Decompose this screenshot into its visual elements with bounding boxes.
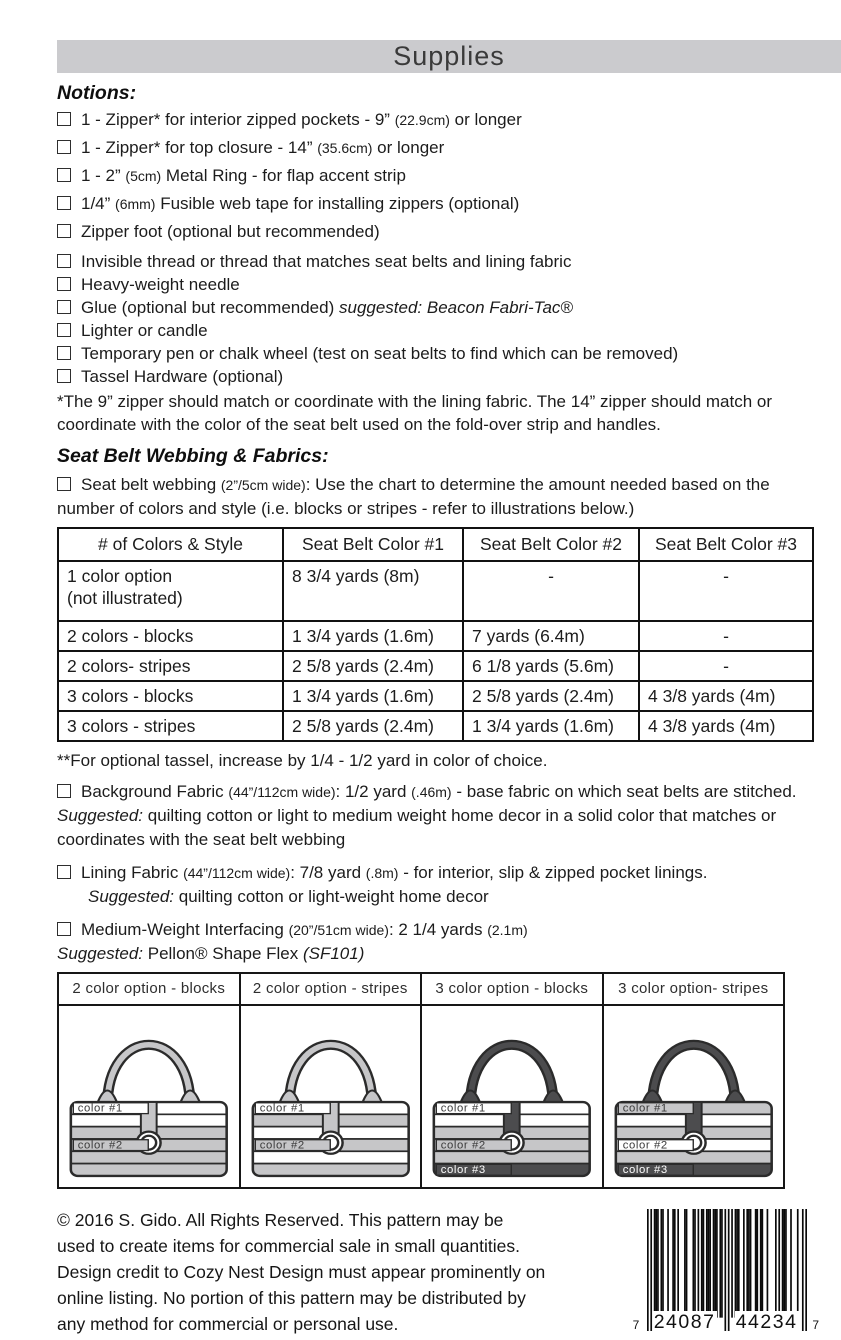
stripe-color-label: color #2 (622, 1139, 668, 1152)
table-cell (58, 681, 283, 711)
table-cell (283, 561, 463, 621)
checklist-item (57, 166, 821, 186)
text-segment: - for interior, slip & zipped pocket linings. (398, 863, 708, 882)
lining-fabric-item (57, 861, 821, 885)
notions-list-secondary (57, 250, 821, 388)
checkbox-icon (57, 477, 71, 491)
stripe-color-label: color #1 (259, 1102, 305, 1115)
cell-line: 1 3/4 yards (1.6m) (292, 686, 434, 706)
table-cell (463, 711, 639, 741)
table-cell (463, 621, 639, 651)
bag-illustration (59, 1006, 239, 1187)
tassel-note: **For optional tassel, increase by 1/4 - 1/2 yard in color of choice. (57, 751, 548, 770)
table-row (58, 561, 813, 621)
text-segment: Pellon® Shape Flex (143, 944, 303, 963)
stripe-color-label: color #1 (440, 1102, 486, 1115)
panel-caption: 3 color option - blocks (422, 974, 602, 1006)
page-title-bar (57, 40, 841, 73)
text-segment: Medium-Weight Interfacing (81, 920, 289, 939)
checklist-item-text (81, 367, 283, 386)
copyright-text (57, 1207, 619, 1337)
checklist-item (57, 342, 821, 365)
table-cell (58, 621, 283, 651)
text-segment: or longer (372, 138, 445, 157)
text-segment: suggested: Beacon Fabri-Tac® (338, 298, 573, 317)
illustration-panel (604, 974, 784, 1187)
bag-handle-icon (470, 1045, 553, 1106)
table-cell (283, 621, 463, 651)
text-segment: Lighter or candle (81, 321, 208, 340)
interfacing-text (81, 920, 528, 939)
lining-suggested-text (88, 887, 489, 906)
text-segment: Invisible thread or thread that matches seat belts and lining fabric (81, 252, 572, 271)
checklist-item-text (81, 321, 208, 340)
table-cell (283, 651, 463, 681)
bag-handle-icon (107, 1045, 190, 1106)
stripe-color-label: color #2 (77, 1139, 123, 1152)
panel-art (604, 1006, 784, 1187)
barcode-group2: 44234 (735, 1311, 798, 1333)
stripe-color-label: color #2 (440, 1139, 486, 1152)
text-segment: 1 - Zipper* for top closure - 14” (81, 138, 318, 157)
cell-line: - (723, 626, 729, 646)
bag-illustration (422, 1006, 602, 1187)
checklist-item (57, 250, 821, 273)
checklist-item (57, 273, 821, 296)
copyright-line: online listing. No portion of this pattern may be distributed by (57, 1288, 526, 1308)
cell-line: 1 color option (67, 566, 173, 586)
table-row (58, 711, 813, 741)
table-cell (58, 651, 283, 681)
barcode-left-digit: 7 (632, 1318, 640, 1332)
stripe-color-label: color #3 (440, 1164, 486, 1177)
cell-line: 2 5/8 yards (2.4m) (292, 656, 434, 676)
checkbox-icon (57, 140, 71, 154)
checklist-item-text (81, 298, 573, 317)
text-segment: Suggested: (88, 887, 175, 906)
text-segment: Seat belt webbing (81, 475, 221, 494)
text-segment: : 2 1/4 yards (388, 920, 488, 939)
bag-handle-icon (289, 1045, 372, 1106)
cell-line: 6 1/8 yards (5.6m) (472, 656, 614, 676)
table-cell (463, 681, 639, 711)
checklist-item-text (81, 275, 240, 294)
cell-line: 4 3/8 yards (4m) (648, 686, 776, 706)
checkbox-icon (57, 224, 71, 238)
text-segment: quilting cotton or light to medium weight home decor in a solid color that matches or coordinates with the seat belt webbing (57, 806, 777, 849)
cell-line: 3 colors - blocks (67, 686, 194, 706)
page-content (0, 82, 841, 1337)
lining-suggested-line (57, 885, 821, 909)
panel-art (241, 1006, 421, 1187)
text-segment: Background Fabric (81, 782, 229, 801)
table-cell (639, 711, 813, 741)
text-segment: (22.9cm) (394, 112, 450, 128)
fabrics-heading: Seat Belt Webbing & Fabrics: (57, 445, 329, 467)
cell-line: - (723, 566, 729, 586)
checkbox-icon (57, 168, 71, 182)
checkbox-icon (57, 865, 71, 879)
column-header: Seat Belt Color #1 (283, 528, 463, 561)
table-cell (639, 561, 813, 621)
checklist-item-text (81, 194, 519, 213)
checkbox-icon (57, 277, 71, 291)
interfacing-suggested-text (57, 944, 364, 963)
webbing-item (57, 473, 821, 521)
illustration-panel (59, 974, 241, 1187)
table-cell (283, 711, 463, 741)
checkbox-icon (57, 369, 71, 383)
text-segment: (2”/5cm wide) (220, 477, 306, 493)
text-segment: 1 - Zipper* for interior zipped pockets - 9” (81, 110, 395, 129)
text-segment: : 1/2 yard (335, 782, 412, 801)
stripe-color-label: color #3 (622, 1164, 668, 1177)
cell-line: 2 colors - blocks (67, 626, 194, 646)
text-segment: (.8m) (365, 865, 399, 881)
text-segment: Lining Fabric (81, 863, 184, 882)
bag-handle-icon (652, 1045, 735, 1106)
table-cell (283, 681, 463, 711)
text-segment: quilting cotton or light-weight home decor (174, 887, 489, 906)
table-cell (639, 651, 813, 681)
text-segment: 1/4” (81, 194, 116, 213)
table-row (58, 681, 813, 711)
checklist-item-text (81, 222, 380, 241)
text-segment: (5cm) (125, 168, 162, 184)
page-title: Supplies (393, 41, 505, 71)
cell-line: - (723, 656, 729, 676)
text-segment: (20”/51cm wide) (288, 922, 389, 938)
checkbox-icon (57, 112, 71, 126)
panel-caption: 3 color option- stripes (604, 974, 784, 1006)
panel-caption: 2 color option - blocks (59, 974, 239, 1006)
pattern-page (0, 40, 841, 1340)
bag-illustration-strip (57, 972, 785, 1189)
text-segment: 1 - 2” (81, 166, 126, 185)
copyright-line: any method for commercial or personal use. (57, 1314, 399, 1334)
text-segment: (2.1m) (487, 922, 528, 938)
checkbox-icon (57, 196, 71, 210)
table-cell (463, 651, 639, 681)
background-fabric-item (57, 780, 821, 852)
page-footer (57, 1207, 821, 1337)
notions-list-main (57, 110, 821, 242)
table-cell (639, 621, 813, 651)
checkbox-icon (57, 300, 71, 314)
illustration-panel (241, 974, 423, 1187)
checklist-item (57, 319, 821, 342)
checkbox-icon (57, 254, 71, 268)
column-header: # of Colors & Style (58, 528, 283, 561)
checklist-item-text (81, 344, 678, 363)
checklist-item-text (81, 252, 571, 271)
barcode-group1: 24087 (653, 1311, 716, 1333)
stripe-color-label: color #1 (77, 1102, 123, 1115)
upc-barcode (631, 1209, 821, 1337)
table-cell (463, 561, 639, 621)
table-row (58, 651, 813, 681)
lining-fabric-text (81, 863, 707, 882)
checklist-item (57, 194, 821, 214)
text-segment: (SF101) (302, 944, 365, 963)
interfacing-item (57, 918, 821, 942)
cell-line: 7 yards (6.4m) (472, 626, 585, 646)
text-segment: Zipper foot (optional but recommended) (81, 222, 380, 241)
text-segment: (6mm) (115, 196, 156, 212)
stripe-color-label: color #1 (622, 1102, 668, 1115)
text-segment: (.46m) (411, 784, 452, 800)
cell-line: 2 colors- stripes (67, 656, 191, 676)
interfacing-suggested-line (57, 942, 821, 966)
zipper-footnote: *The 9” zipper should match or coordinate with the lining fabric. The 14” zipper should match or coordinate with the color of the seat belt used on the fold-over strip and handles. (57, 392, 773, 434)
cell-line: 1 3/4 yards (1.6m) (472, 716, 614, 736)
text-segment: or longer (449, 110, 522, 129)
cell-line: 3 colors - stripes (67, 716, 196, 736)
column-header: Seat Belt Color #2 (463, 528, 639, 561)
cell-line: - (548, 566, 554, 586)
text-segment: Fusible web tape for installing zippers (optional) (155, 194, 520, 213)
checklist-item (57, 365, 821, 388)
text-segment: (44”/112cm wide) (228, 784, 336, 800)
copyright-line: used to create items for commercial sale in small quantities. (57, 1236, 520, 1256)
checklist-item (57, 296, 821, 319)
table-cell (639, 681, 813, 711)
text-segment: : 7/8 yard (290, 863, 366, 882)
cell-line: 4 3/8 yards (4m) (648, 716, 776, 736)
background-fabric-text (57, 782, 797, 849)
checklist-item (57, 110, 821, 130)
copyright-line: © 2016 S. Gido. All Rights Reserved. This pattern may be (57, 1210, 504, 1230)
checkbox-icon (57, 784, 71, 798)
illustration-panel (422, 974, 604, 1187)
table-cell (58, 561, 283, 621)
bag-illustration (604, 1006, 784, 1187)
cell-line: 1 3/4 yards (1.6m) (292, 626, 434, 646)
cell-line: 2 5/8 yards (2.4m) (292, 716, 434, 736)
text-segment: Temporary pen or chalk wheel (test on seat belts to find which can be removed) (81, 344, 679, 363)
column-header: Seat Belt Color #3 (639, 528, 813, 561)
text-segment: Suggested: (57, 944, 144, 963)
yardage-table (57, 527, 814, 742)
checklist-item-text (81, 110, 522, 129)
checklist-item-text (81, 138, 444, 157)
bag-illustration (241, 1006, 421, 1187)
webbing-item-text (57, 475, 770, 518)
barcode-right-digit: 7 (812, 1318, 819, 1332)
text-segment: : Use the chart to determine the amount needed based on the number of colors and style (i.e. blocks or stripes - refer to illustrations below.) (57, 475, 770, 518)
text-segment: - base fabric on which seat belts are stitched. (451, 782, 797, 801)
text-segment: Tassel Hardware (optional) (81, 367, 284, 386)
table-row (58, 621, 813, 651)
checkbox-icon (57, 323, 71, 337)
checkbox-icon (57, 346, 71, 360)
text-segment: Metal Ring - for flap accent strip (161, 166, 406, 185)
text-segment: (35.6cm) (317, 140, 373, 156)
checklist-item (57, 138, 821, 158)
notions-heading: Notions: (57, 82, 137, 104)
panel-art (422, 1006, 602, 1187)
table-cell (58, 711, 283, 741)
cell-line: 8 3/4 yards (8m) (292, 566, 420, 586)
checklist-item-text (81, 166, 406, 185)
checkbox-icon (57, 922, 71, 936)
copyright-line: Design credit to Cozy Nest Design must appear prominently on (57, 1262, 546, 1282)
text-segment: Heavy-weight needle (81, 275, 240, 294)
cell-line: (not illustrated) (67, 588, 183, 608)
panel-art (59, 1006, 239, 1187)
cell-line: 2 5/8 yards (2.4m) (472, 686, 614, 706)
text-segment: Suggested: (57, 806, 144, 825)
stripe-color-label: color #2 (259, 1139, 305, 1152)
text-segment: Glue (optional but recommended) (81, 298, 339, 317)
text-segment: (44”/112cm wide) (183, 865, 291, 881)
checklist-item (57, 222, 821, 242)
panel-caption: 2 color option - stripes (241, 974, 421, 1006)
